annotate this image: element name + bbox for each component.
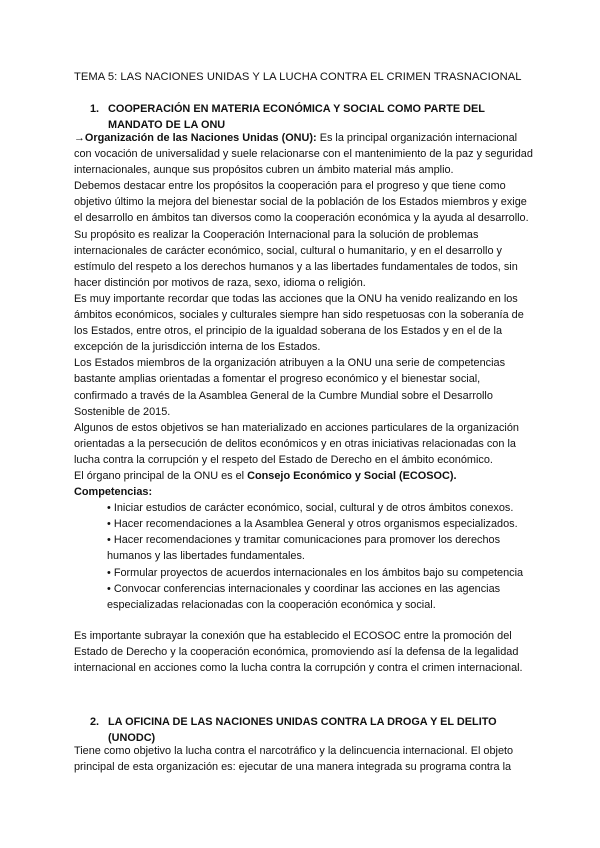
- competencias-list: [74, 500, 534, 613]
- paragraph: Su propósito es realizar la Cooperación Internacional para la solución de problemas internacionales de carácter económico, social, cultural o humanitario, y en el desarrollo y estímulo del respeto a los derechos humanos y a las libertades fundamentales de todos, sin hacer distinción por motivos de raza, sexo, idioma o religión.: [74, 228, 518, 289]
- section-2-body: [74, 743, 534, 775]
- list-item: • Iniciar estudios de carácter económico, social, cultural y de otros ámbitos conexos.: [107, 502, 514, 515]
- paragraph: [74, 130, 534, 178]
- section-2-heading: [90, 714, 530, 746]
- section-title: COOPERACIÓN EN MATERIA ECONÓMICA Y SOCIAL COMO PARTE DEL MANDATO DE LA ONU: [108, 103, 485, 131]
- list-item: • Convocar conferencias internacionales y coordinar las acciones en las agencias especializadas relacionadas con la cooperación económica y social.: [107, 582, 501, 611]
- paragraph: Debemos destacar entre los propósitos la cooperación para el progreso y que tiene como objetivo último la mejora del bienestar social de la población de los Estados miembros y exige el desarrollo en ámbitos tan diversos como la cooperación económica y la ayuda al desarrollo.: [74, 180, 529, 225]
- page-title: TEMA 5: LAS NACIONES UNIDAS Y LA LUCHA CONTRA EL CRIMEN TRASNACIONAL: [74, 71, 522, 83]
- list-item: • Formular proyectos de acuerdos internacionales en los ámbitos bajo su competencia: [107, 566, 524, 579]
- paragraph-text: El órgano principal de la ONU es el: [74, 469, 248, 482]
- paragraph: [74, 468, 534, 484]
- section-title: LA OFICINA DE LAS NACIONES UNIDAS CONTRA LA DROGA Y EL DELITO (UNODC): [108, 716, 497, 744]
- section-1-closing: [74, 628, 534, 676]
- paragraph: Algunos de estos objetivos se han materializado en acciones particulares de la organización orientadas a la persecución de delitos económicos y en otras iniciativas relacionadas con la lucha contra la corrupción y el respeto del Estado de Derecho en el ámbito económico.: [74, 421, 519, 466]
- competencias-label: Competencias:: [74, 486, 153, 499]
- paragraph: Tiene como objetivo la lucha contra el narcotráfico y la delincuencia internacional. El objeto principal de esta organización es: ejecutar de una manera integrada su programa contra la: [74, 745, 514, 774]
- paragraph: Es muy importante recordar que todas las acciones que la ONU ha venido realizando en los ámbitos económicos, sociales y culturales siempre han sido respetuosas con la soberanía de los Estados, entre otros, el principio de la igualdad soberana de los Estados y en el de la excepción de la jurisdicción interna de los Estados.: [74, 292, 524, 354]
- term-ecosoc: Consejo Económico y Social (ECOSOC).: [247, 469, 457, 482]
- paragraph: Es importante subrayar la conexión que ha establecido el ECOSOC entre la promoción del Estado de Derecho y la cooperación económica, promoviendo así la defensa de la legalidad internacional en acciones como la lucha contra la corrupción y contra el crimen internacional.: [74, 630, 523, 675]
- paragraph-text: Es la principal organización internacional con vocación de universalidad y suele relacionarse con el mantenimiento de la paz y seguridad internacionales, aunque sus propósitos cubren un ámbito material más amplio.: [74, 132, 533, 177]
- list-item: • Hacer recomendaciones a la Asamblea General y otros organismos especializados.: [107, 518, 518, 531]
- list-item: • Hacer recomendaciones y tramitar comunicaciones para promover los derechos humanos y las libertades fundamentales.: [107, 534, 501, 563]
- section-number: 2.: [90, 716, 100, 728]
- section-1-body: [74, 130, 534, 613]
- section-1-heading: [90, 101, 530, 133]
- term-onu: →Organización de las Naciones Unidas (ONU):: [74, 132, 317, 144]
- paragraph: Los Estados miembros de la organización atribuyen a la ONU una serie de competencias bastante amplias orientadas a fomentar el progreso económico y el bienestar social, confirmado a través de la Asamblea General de la Cumbre Mundial sobre el Desarrollo Sostenible de 2015.: [74, 357, 506, 418]
- section-number: 1.: [90, 103, 100, 115]
